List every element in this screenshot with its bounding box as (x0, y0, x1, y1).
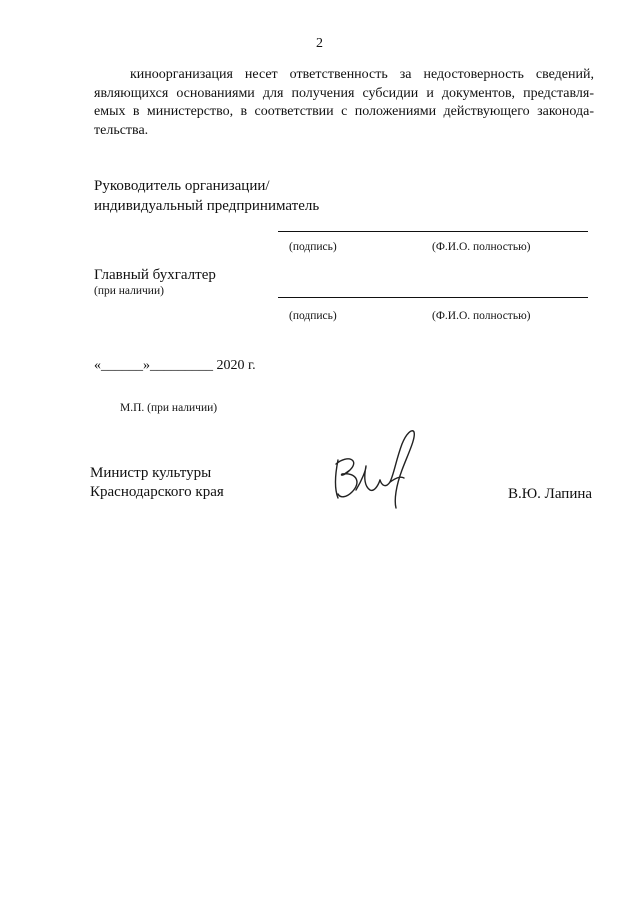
minister-name: В.Ю. Лапина (508, 486, 593, 502)
paragraph-line: емых в министерство, в соответствии с положениями действующего законода- (94, 104, 594, 119)
minister-title-line1: Министр культуры (90, 465, 212, 481)
accountant-signature-caption: (подпись) (289, 310, 337, 322)
page-number: 2 (316, 36, 323, 51)
date-line: «______»_________ 2020 г. (94, 358, 256, 373)
handwritten-signature (326, 420, 426, 510)
head-signature-caption: (подпись) (289, 241, 337, 253)
head-fullname-caption: (Ф.И.О. полностью) (432, 241, 531, 253)
responsibility-paragraph (94, 66, 594, 140)
stamp-note: М.П. (при наличии) (120, 402, 218, 414)
accountant-fullname-caption: (Ф.И.О. полностью) (432, 310, 531, 322)
head-signature-line (278, 231, 588, 232)
chief-accountant-label: Главный бухгалтер (94, 267, 216, 283)
individual-entrepreneur-label: индивидуальный предприниматель (94, 198, 320, 214)
paragraph-line: являющихся основаниями для получения субсидии и документов, представля- (94, 85, 594, 101)
minister-title-line2: Краснодарского края (90, 484, 224, 500)
paragraph-line: тельства. (94, 122, 149, 138)
head-of-organization-label: Руководитель организации/ (94, 178, 270, 194)
accountant-signature-line (278, 297, 588, 298)
paragraph-line: кинoорганизация несет ответственность за недостоверность сведений, (130, 67, 594, 82)
chief-accountant-note: (при наличии) (94, 285, 164, 297)
